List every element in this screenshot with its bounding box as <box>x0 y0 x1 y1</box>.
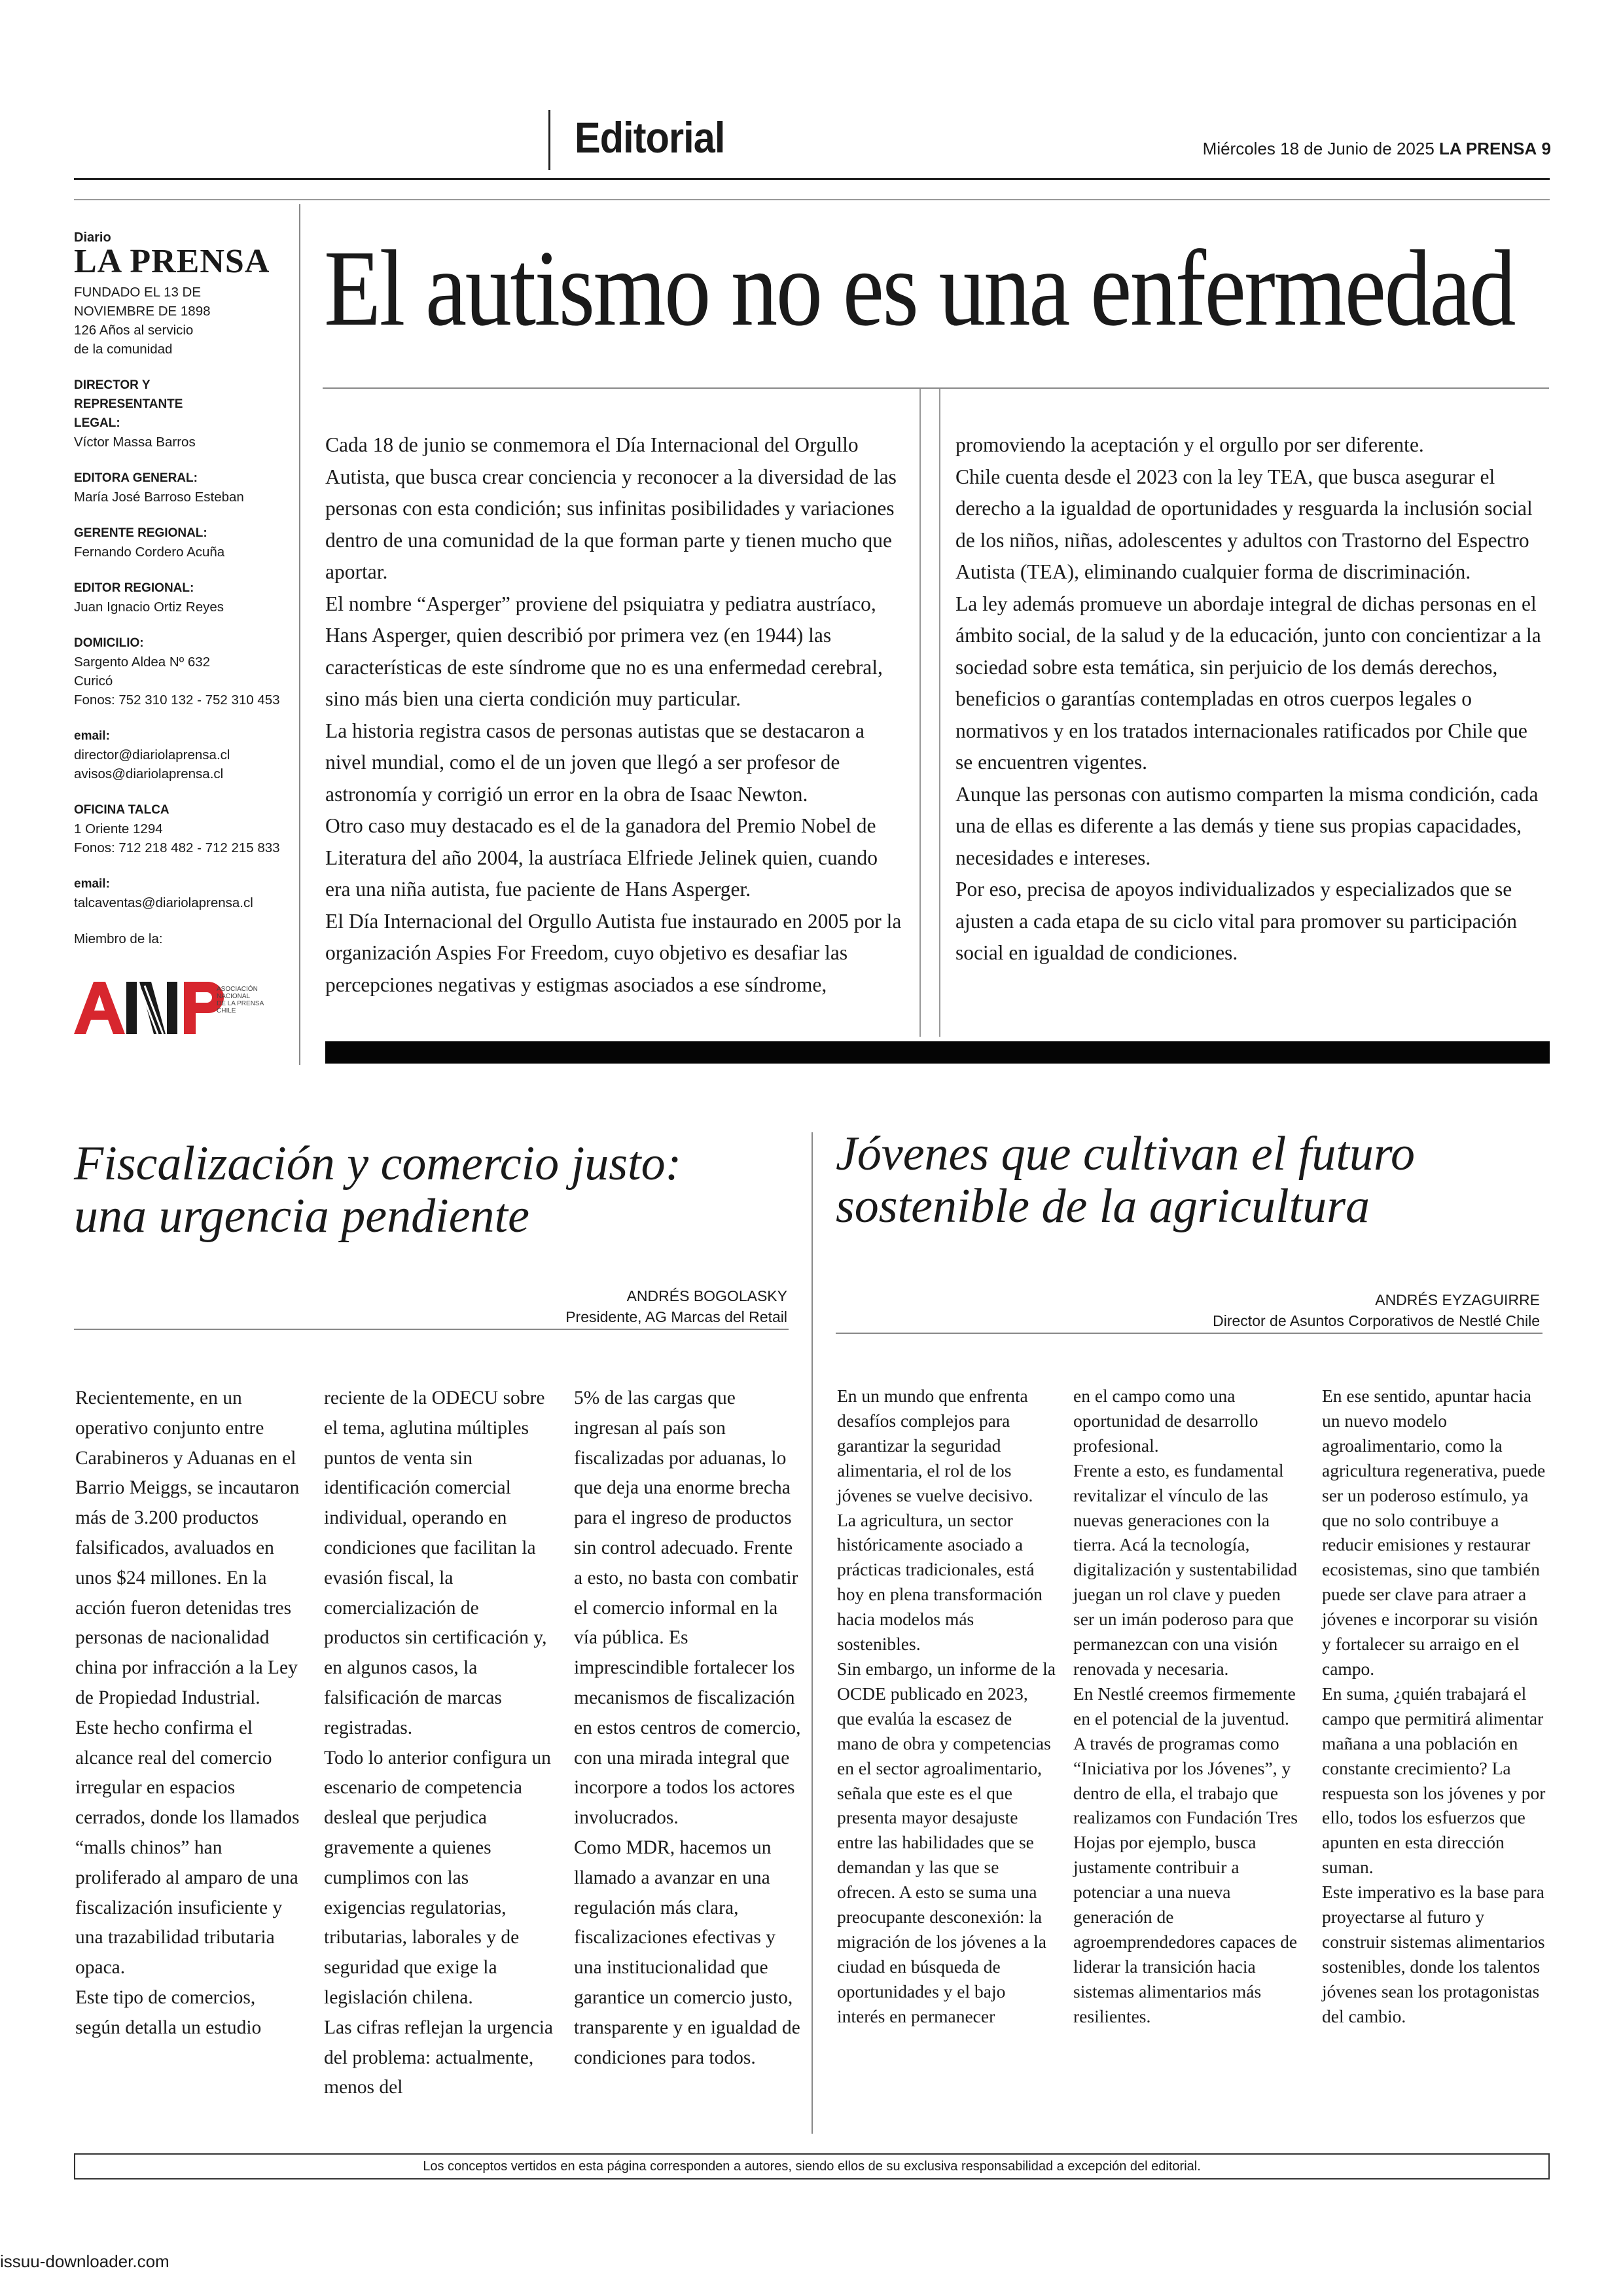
issue-date: Miércoles 18 de Junio de 2025 <box>1202 139 1435 158</box>
paragraph: El nombre “Asperger” proviene del psiquiatra y pediatra austríaco, Hans Asperger, quien describió por primera vez (en 1944) las características de este síndrome que no es una enfermedad cerebral, sino más bien una cierta condición muy particular. <box>325 592 883 710</box>
column-rule <box>919 389 921 1037</box>
paragraph: La historia registra casos de personas autistas que se destacaron a nivel mundial, como el de un joven que llegó a ser profesor de astronomía y corrigió un error en la obra de Isaac Newton. <box>325 719 865 806</box>
author-role: Presidente, AG Marcas del Retail <box>565 1308 787 1325</box>
author-name: ANDRÉS EYZAGUIRRE <box>1375 1291 1540 1308</box>
paragraph: Como MDR, hacemos un llamado a avanzar en una regulación más clara, fiscalizaciones efectivas y una institucionalidad que garantice un comercio justo, transparente y en igualdad de condiciones para todos. <box>574 1837 800 2068</box>
masthead-founded <box>74 283 296 359</box>
paragraph: Cada 18 de junio se conmemora el Día Internacional del Orgullo Autista, que busca crear conciencia y reconocer a la diversidad de las personas con esta condición; sus infinitas posibilidades y variaciones dentro de una comunidad de la que forman parte y tienen mucho que aportar. <box>325 433 897 583</box>
opinion2-byline <box>1113 1289 1540 1331</box>
email-talca-block: email: talcaventas@diariolaprensa.cl <box>74 874 296 912</box>
opinion2-column-1 <box>837 1384 1056 2029</box>
paragraph: Este hecho confirma el alcance real del comercio irregular en espacios cerrados, donde los llamados “malls chinos” han proliferado al amparo de una fiscalización insuficiente y una trazabilidad tributaria opaca. <box>75 1717 300 1979</box>
disclaimer: Los conceptos vertidos en esta página corresponden a autores, siendo ellos de su exclusiva responsabilidad a excepción del editorial. <box>74 2153 1550 2179</box>
paragraph: En ese sentido, apuntar hacia un nuevo modelo agroalimentario, como la agricultura regenerativa, puede ser un poderoso estímulo, ya que no solo contribuye a reducir emisiones y restaurar ecosistemas, sino que también puede ser clave para atraer a jóvenes e incorporar su visión y fortalecer su arraigo en el campo. <box>1322 1386 1546 1679</box>
anp-logo-icon <box>74 977 277 1042</box>
paragraph: Este tipo de comercios, según detalla un estudio <box>75 1986 262 2038</box>
paragraph: Sin embargo, un informe de la OCDE publicado en 2023, que evalúa la escasez de mano de obra y competencias en el sector agroalimentario, señala que este es el que presenta mayor desajuste entre las habilidades que se demandan y las que se ofrecen. A esto se suma una preocupante desconexión: la migración de los jóvenes a la ciudad en búsqueda de oportunidades y el bajo interés en permanecer <box>837 1658 1056 2026</box>
masthead-brand-small: Diario <box>74 230 111 245</box>
editorial-title: El autismo no es una enfermedad <box>324 228 1514 348</box>
byline-rule <box>74 1329 789 1330</box>
paragraph: Otro caso muy destacado es el de la ganadora del Premio Nobel de Literatura del año 2004, la austríaca Elfriede Jelinek quien, cuando era una niña autista, fue paciente de Hans Asperger. <box>325 814 878 901</box>
watermark-link[interactable]: issuu-downloader.com <box>0 2251 169 2271</box>
staff-editor: EDITOR REGIONAL: Juan Ignacio Ortiz Reyes <box>74 581 224 615</box>
opinion1-title: Fiscalización y comercio justo: una urgencia pendiente <box>74 1137 682 1243</box>
opinion2-column-2 <box>1073 1384 1299 2029</box>
anp-text-line: DE LA PRENSA <box>217 1000 264 1007</box>
opinion1-column-2 <box>324 1384 553 2103</box>
staff-editora: EDITORA GENERAL: María José Barroso Esteban <box>74 471 244 505</box>
anp-text-line: NACIONAL <box>217 993 251 1000</box>
founded-line: FUNDADO EL 13 DE <box>74 285 202 300</box>
masthead-brand: LA PRENSA <box>74 243 270 280</box>
email-block: email: director@diariolaprensa.cl avisos@diariolaprensa.cl <box>74 726 296 783</box>
header-divider <box>548 110 550 170</box>
masthead-rule <box>299 204 300 1065</box>
opinion1-column-3 <box>574 1384 803 2073</box>
paragraph: Este imperativo es la base para proyectarse al futuro y construir sistemas alimentarios sostenibles, donde los talentos jóvenes sean los protagonistas del cambio. <box>1322 1882 1545 2026</box>
founded-line: NOVIEMBRE DE 1898 <box>74 304 211 319</box>
founded-line: de la comunidad <box>74 342 173 357</box>
author-role: Director de Asuntos Corporativos de Nestlé Chile <box>1213 1312 1540 1329</box>
email-link[interactable]: director@diariolaprensa.cl <box>74 747 230 762</box>
paragraph: La ley además promueve un abordaje integral de dichas personas en el ámbito social, de la salud y de la educación, junto con concientizar a la sociedad sobre esta temática, sin perjuicio de los demás derechos, beneficios o garantías contempladas en otros cuerpos legales o normativos y en los tratados internacionales ratificados por Chile que se encuentren vigentes. <box>955 592 1541 774</box>
paragraph: Por eso, precisa de apoyos individualizados y especializados que se ajusten a cada etapa de su ciclo vital para promover su participación social en igualdad de condiciones. <box>955 878 1518 964</box>
staff-director: DIRECTOR Y REPRESENTANTE LEGAL: Víctor Massa Barros <box>74 378 196 450</box>
editorial-column-left <box>325 429 908 1001</box>
paragraph: Las cifras reflejan la urgencia del problema: actualmente, menos del <box>324 2017 553 2098</box>
anp-logo <box>74 977 277 1042</box>
email-link[interactable]: avisos@diariolaprensa.cl <box>74 766 224 781</box>
masthead <box>74 230 296 948</box>
opinion1-byline <box>458 1285 787 1327</box>
author-name: ANDRÉS BOGOLASKY <box>626 1287 787 1304</box>
header-date-line <box>1203 139 1551 159</box>
paragraph: promoviendo la aceptación y el orgullo por ser diferente. <box>955 433 1424 456</box>
member-label: Miembro de la: <box>74 931 163 946</box>
paragraph: En suma, ¿quién trabajará el campo que permitirá alimentar mañana a una población en constante crecimiento? La respuesta son los jóvenes y por ello, todos los esfuerzos que apunten en esta dirección suman. <box>1322 1683 1546 1878</box>
header-rule <box>74 178 1550 180</box>
anp-text-line: ASOCIACIÓN <box>217 986 258 993</box>
paragraph: en el campo como una oportunidad de desarrollo profesional. <box>1073 1386 1258 1456</box>
opinion2-title: Jóvenes que cultivan el futuro sostenible de la agricultura <box>836 1127 1415 1233</box>
section-title: Editorial <box>575 113 725 162</box>
email-link[interactable]: talcaventas@diariolaprensa.cl <box>74 895 253 910</box>
paragraph: reciente de la ODECU sobre el tema, aglutina múltiples puntos de venta sin identificación comercial individual, operando en condiciones que facilitan la evasión fiscal, la comercialización de productos sin certificación y, en algunos casos, la falsificación de marcas registradas. <box>324 1388 547 1738</box>
paragraph: Todo lo anterior configura un escenario de competencia desleal que perjudica gravemente a quienes cumplimos con las exigencias regulatorias, tributarias, laborales y de seguridad que exige la legislación chilena. <box>324 1747 551 2008</box>
founded-line: 126 Años al servicio <box>74 323 194 338</box>
paragraph: Aunque las personas con autismo comparten la misma condición, cada una de ellas es diferente a las demás y tiene sus propias capacidades, necesidades e intereses. <box>955 782 1539 869</box>
opinion-divider <box>812 1132 813 2134</box>
column-rule <box>939 389 940 1037</box>
paragraph: Chile cuenta desde el 2023 con la ley TEA, que busca asegurar el derecho a la igualdad de oportunidades y resguarda la inclusión social de los niños, niñas, adolescentes y adultos con Trastorno del Espectro Autista (TEA), eliminando cualquier forma de discriminación. <box>955 465 1533 583</box>
domicilio: DOMICILIO: Sargento Aldea Nº 632 Curicó Fonos: 752 310 132 - 752 310 453 <box>74 636 280 708</box>
header-newspaper: LA PRENSA <box>1439 139 1537 158</box>
oficina-talca: OFICINA TALCA 1 Oriente 1294 Fonos: 712 218 482 - 712 215 833 <box>74 803 280 855</box>
opinion1-column-1 <box>75 1384 304 2043</box>
section-divider-bar <box>325 1041 1550 1064</box>
opinion2-column-3 <box>1322 1384 1546 2029</box>
editorial-column-right <box>955 429 1548 969</box>
paragraph: En un mundo que enfrenta desafíos complejos para garantizar la seguridad alimentaria, el rol de los jóvenes se vuelve decisivo. La agricultura, un sector históricamente asociado a prácticas tradicionales, está hoy en plena transformación hacia modelos más sostenibles. <box>837 1386 1043 1655</box>
byline-rule <box>836 1333 1543 1334</box>
staff-gerente: GERENTE REGIONAL: Fernando Cordero Acuña <box>74 526 225 560</box>
page-number: 9 <box>1541 139 1551 158</box>
paragraph: Recientemente, en un operativo conjunto entre Carabineros y Aduanas en el Barrio Meiggs, se incautaron más de 3.200 productos falsificados, avaluados en unos $24 millones. En la acción fueron detenidas tres personas de nacionalidad china por infracción a la Ley de Propiedad Industrial. <box>75 1388 300 1708</box>
anp-text-line: CHILE <box>217 1007 236 1014</box>
paragraph: Frente a esto, es fundamental revitalizar el vínculo de las nuevas generaciones con la tierra. Acá la tecnología, digitalización y sustentabilidad juegan un rol clave y pueden ser un imán poderoso para que permanezcan con una visión renovada y necesaria. <box>1073 1460 1298 1679</box>
paragraph: El Día Internacional del Orgullo Autista fue instaurado en 2005 por la organización Aspies For Freedom, cuyo objetivo es desafiar las percepciones negativas y estigmas asociados a ese síndrome, <box>325 909 902 996</box>
editorial-title-rule <box>323 387 1549 389</box>
paragraph: En Nestlé creemos firmemente en el potencial de la juventud. A través de programas como “Iniciativa por los Jóvenes”, y dentro de ella, el trabajo que realizamos con Fundación Tres Hojas por ejemplo, busca justamente contribuir a potenciar a una nueva generación de agroemprendedores capaces de liderar la transición hacia sistemas alimentarios más resilientes. <box>1073 1683 1298 2026</box>
header-rule-thin <box>74 199 1550 200</box>
paragraph: 5% de las cargas que ingresan al país son fiscalizadas por aduanas, lo que deja una enorme brecha para el ingreso de productos sin control adecuado. Frente a esto, no basta con combatir el comercio informal en la vía pública. Es imprescindible fortalecer los mecanismos de fiscalización en estos centros de comercio, con una mirada integral que incorpore a todos los actores involucrados. <box>574 1388 801 1829</box>
